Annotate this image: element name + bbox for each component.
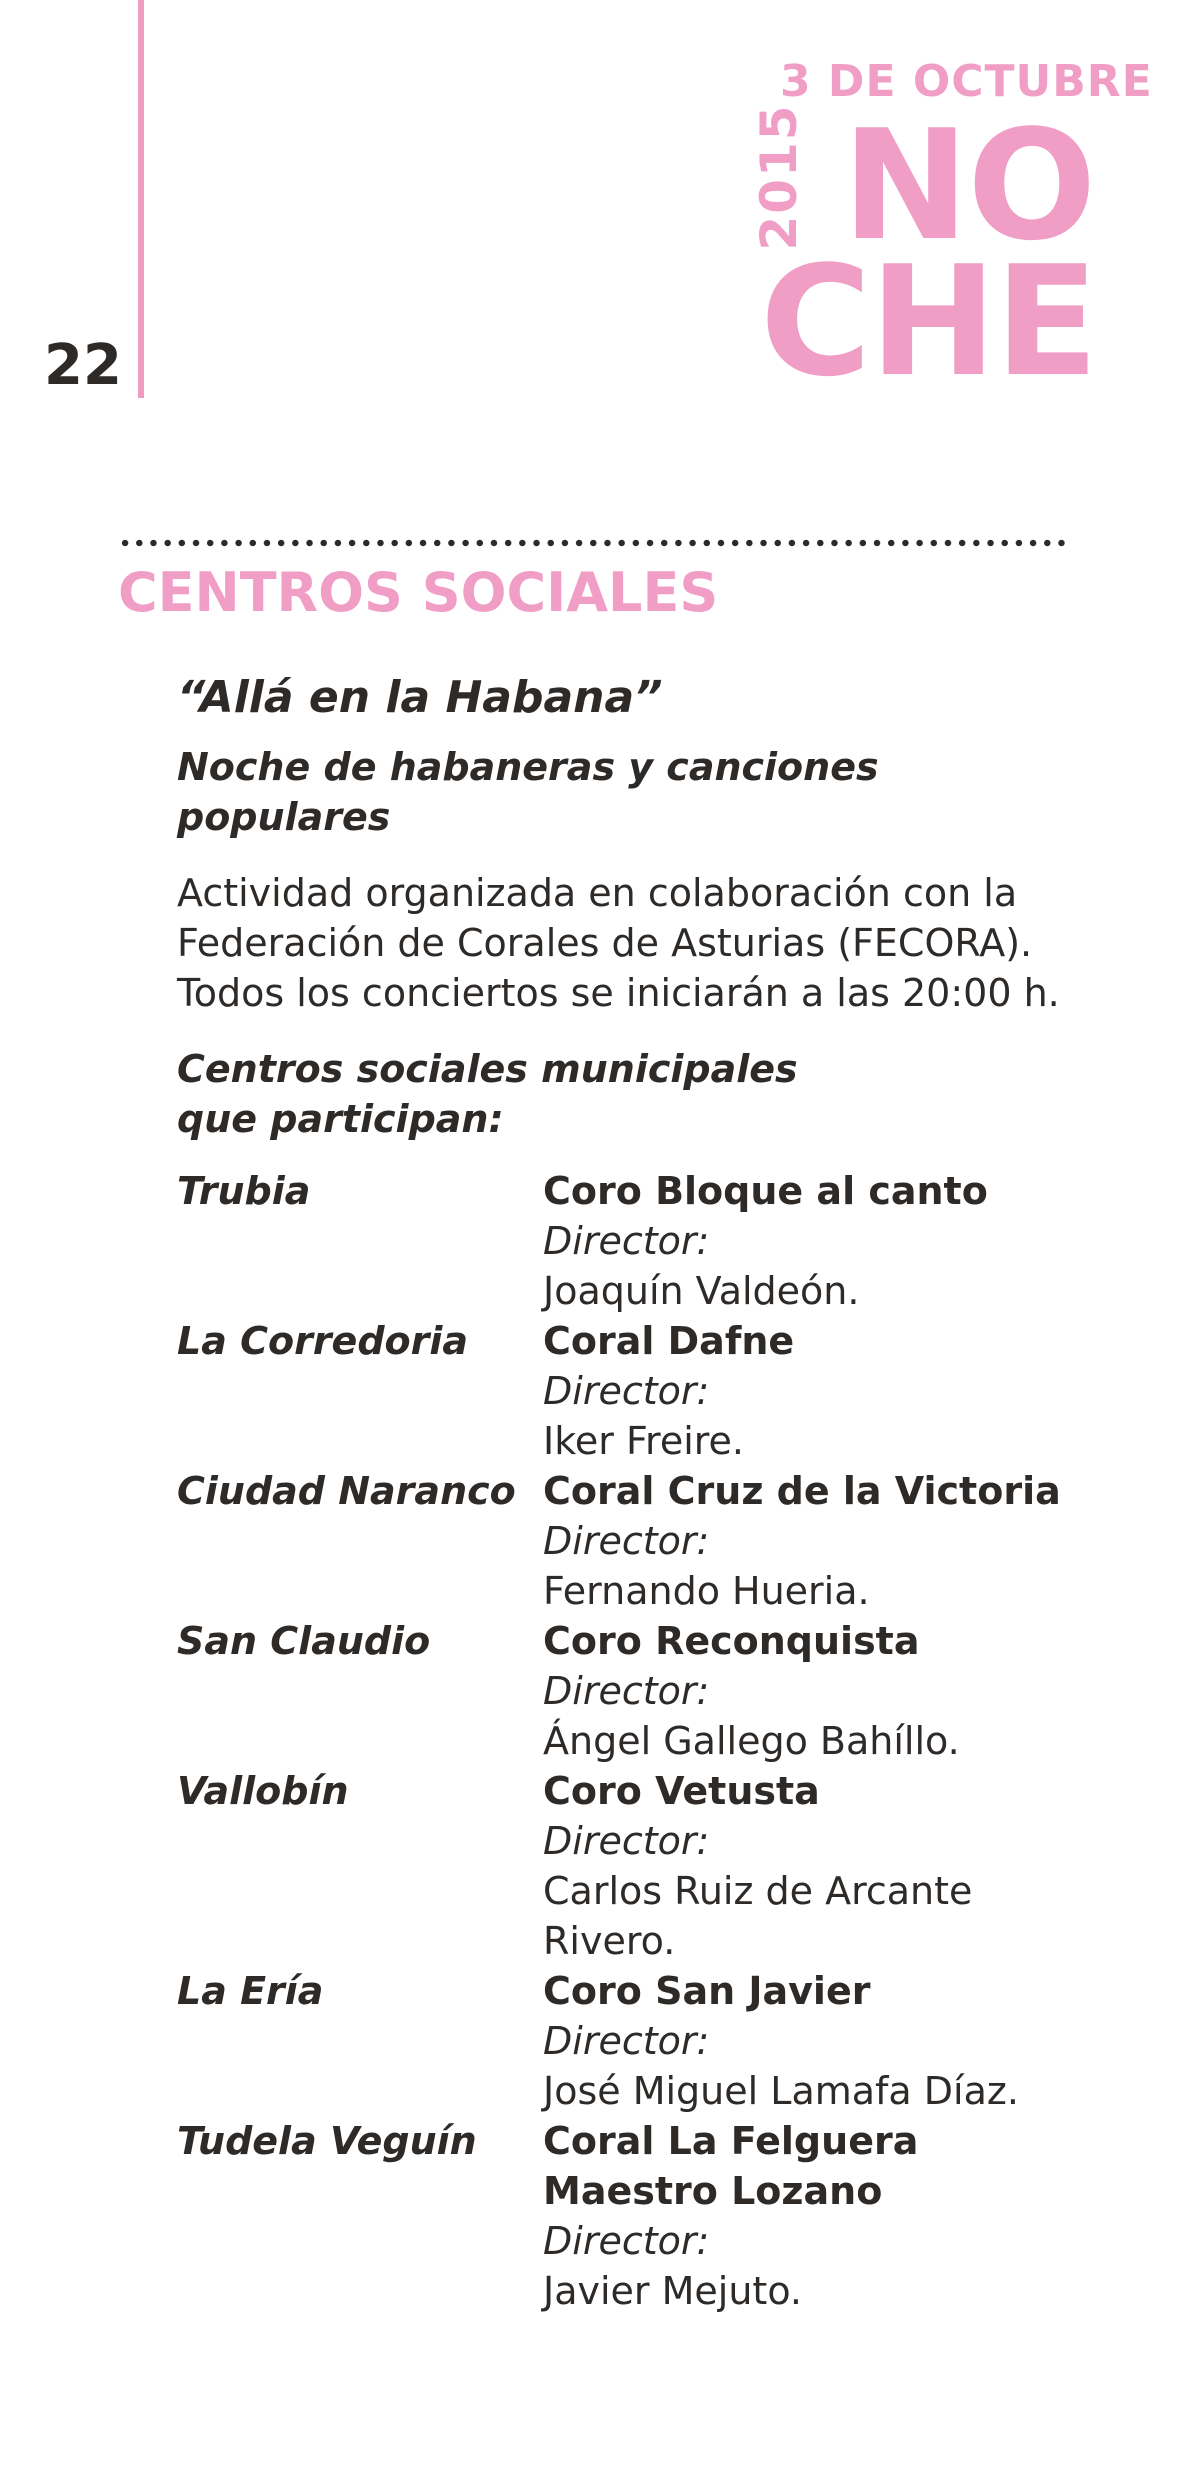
director-name: Carlos Ruiz de Arcante <box>543 1869 973 1913</box>
director-label: Director: <box>543 1519 710 1563</box>
director-name: Fernando Hueria. <box>543 1569 870 1613</box>
list-item <box>177 1166 1117 1316</box>
choir-info <box>543 1166 1117 1316</box>
choir-name: Coral Dafne <box>543 1319 795 1363</box>
center-name: Tudela Veguín <box>177 2119 477 2163</box>
noche-logo <box>750 56 1153 410</box>
participants-heading-line: que participan: <box>177 1097 504 1141</box>
logo-word-line1: NO <box>842 97 1095 274</box>
dotted-separator <box>118 538 1066 548</box>
center-name: San Claudio <box>177 1619 431 1663</box>
director-label: Director: <box>543 1369 710 1413</box>
logo-year: 2015 <box>750 103 808 251</box>
choir-info <box>543 2116 1117 2316</box>
event-title: “Allá en la Habana” <box>177 672 663 723</box>
choir-info <box>543 1966 1117 2116</box>
list-item <box>177 1316 1117 1466</box>
director-name: Javier Mejuto. <box>543 2269 802 2313</box>
participants-heading-line: Centros sociales municipales <box>177 1047 798 1091</box>
section-title: CENTROS SOCIALES <box>118 561 719 624</box>
choir-name: Coral La Felguera <box>543 2119 919 2163</box>
director-label: Director: <box>543 2019 710 2063</box>
choir-name: Coral Cruz de la Victoria <box>543 1469 1061 1513</box>
director-name: José Miguel Lamafa Díaz. <box>543 2069 1019 2113</box>
center-name: Ciudad Naranco <box>177 1469 516 1513</box>
center-name: Vallobín <box>177 1769 349 1813</box>
list-item <box>177 1466 1117 1616</box>
choir-info <box>543 1316 1117 1466</box>
center-name: Trubia <box>177 1169 311 1213</box>
participants-heading <box>177 1044 877 1144</box>
event-content <box>177 672 1117 2316</box>
director-name: Rivero. <box>543 1919 676 1963</box>
logo-date: 3 DE OCTUBRE <box>780 56 1153 107</box>
description-line: Federación de Corales de Asturias (FECORA). <box>177 921 1033 965</box>
choir-name: Coro Reconquista <box>543 1619 920 1663</box>
event-description <box>177 868 1117 1018</box>
choir-name: Coro San Javier <box>543 1969 871 2013</box>
choir-name: Coro Vetusta <box>543 1769 820 1813</box>
choir-info <box>543 1466 1117 1616</box>
description-line: Actividad organizada en colaboración con la <box>177 871 1018 915</box>
choir-info <box>543 1616 1117 1766</box>
list-item <box>177 1766 1117 1966</box>
list-item <box>177 1966 1117 2116</box>
choir-name: Coro Bloque al canto <box>543 1169 988 1213</box>
vertical-rule <box>138 0 144 398</box>
director-name: Joaquín Valdeón. <box>543 1269 860 1313</box>
page-number: 22 <box>44 333 122 398</box>
director-label: Director: <box>543 1219 710 1263</box>
center-name: La Ería <box>177 1969 324 2013</box>
description-line: Todos los conciertos se iniciarán a las 20:00 h. <box>177 971 1060 1015</box>
director-name: Ángel Gallego Bahíllo. <box>543 1719 960 1763</box>
logo-word-line2: CHE <box>760 233 1097 410</box>
choir-name: Maestro Lozano <box>543 2169 883 2213</box>
director-label: Director: <box>543 1819 710 1863</box>
director-label: Director: <box>543 2219 710 2263</box>
director-label: Director: <box>543 1669 710 1713</box>
list-item <box>177 1616 1117 1766</box>
list-item <box>177 2116 1117 2316</box>
event-subtitle: Noche de habaneras y canciones populares <box>177 745 879 839</box>
center-name: La Corredoria <box>177 1319 469 1363</box>
director-name: Iker Freire. <box>543 1419 745 1463</box>
choir-info <box>543 1766 1117 1966</box>
participants-list <box>177 1166 1117 2316</box>
